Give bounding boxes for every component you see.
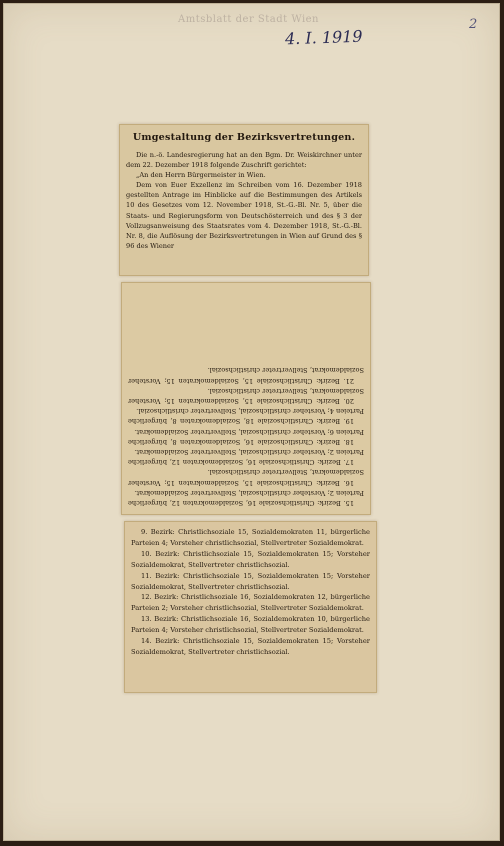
district-entry: 17. Bezirk: Christlichsoziale 16, Sozialdemokraten 12, bürgerliche Parteien 2; Vorsteher christlichsozial, Stellvertreter Sozialdemokrat. — [128, 447, 364, 467]
district-entry: 19. Bezirk: Christlichsoziale 18, Sozialdemokraten 8, bürgerliche Parteien 4; Vorsteher christlichsozial, Stellvertreter christlichsozial. — [128, 407, 364, 426]
archive-stamp: Amtsblatt der Stadt Wien — [178, 14, 319, 25]
handwritten-date: 4. I. 1919 — [284, 26, 363, 49]
archive-sheet — [3, 3, 500, 841]
district-entry: 21. Bezirk: Christlichsoziale 15, Sozialdemokraten 15; Vorsteher Sozialdemokrat, Stellvertreter christlichsozial. — [128, 366, 364, 385]
district-entry: 15. Bezirk: Christlichsoziale 16, Sozialdemokraten 12, bürgerliche Parteien 2; Vorsteher christlichsozial, Stellvertreter Sozialdemokrat. — [128, 488, 364, 507]
district-entry: 11. Bezirk: Christlichsoziale 15, Sozialdemokraten 15; Vorsteher Sozialdemokrat, Stellvertreter christlichsozial. — [131, 571, 370, 591]
article-paragraph: Dem von Euer Exzellenz im Schreiben vom 16. Dezember 1918 gestellten Antrage im Hinblicke auf die Bestimmungen des Artikels 10 des Gesetzes vom 12. November 1918, St.-G.-Bl. Nr. 5, über die Staats- und Regierungsform von Deutschösterreich und des § 3 der Vollzugsanweisung des Staatsrates vom 4. Dezember 1918, St.-G.-Bl. Nr. 8, die Auflösung der Bezirksvertretungen in Wien auf Grund des § 96 des Wiener — [126, 181, 362, 250]
page-number: 2 — [469, 17, 478, 32]
district-entry: 10. Bezirk: Christlichsoziale 15, Sozialdemokraten 15; Vorsteher Sozialdemokrat, Stellvertreter christlichsozial. — [131, 549, 370, 569]
district-entry: 9. Bezirk: Christlichsoziale 15, Sozialdemokraten 11, bürgerliche Parteien 4; Vorsteher christlichsozial, Stellvertreter Sozialdemokrat. — [131, 528, 370, 547]
article-title: Umgestaltung der Bezirksvertretungen. — [132, 132, 356, 143]
district-entry: 18. Bezirk: Christlichsoziale 16, Sozialdemokraten 8, bürgerliche Parteien 6; Vorsteher christlichsozial, Stellvertreter Sozialdemokrat. — [128, 427, 364, 446]
district-entry: 14. Bezirk: Christlichsoziale 15, Sozialdemokraten 15; Vorsteher Sozialdemokrat, Stellvertreter christlichsozial. — [131, 637, 370, 656]
clipping-upside-down — [121, 282, 371, 515]
article-paragraph: Die n.-ö. Landesregierung hat an den Bgm. Dr. Weiskirchner unter dem 22. Dezember 1918 folgende Zuschrift gerichtet: — [126, 151, 362, 170]
district-entry: 13. Bezirk: Christlichsoziale 16, Sozialdemokraten 10, bürgerliche Parteien 4; Vorsteher christlichsozial, Stellvertreter Sozialdemokrat. — [131, 615, 370, 635]
clipping-districts — [124, 521, 377, 693]
district-entry: 16. Bezirk: Christlichsoziale 15, Sozialdemokraten 15; Vorsteher Sozialdemokrat, Stellvertreter christlichsozial. — [128, 468, 364, 487]
clipping-article-head — [119, 124, 369, 276]
article-paragraph: „An den Herrn Bürgermeister in Wien. — [136, 171, 266, 180]
district-entry: 20. Bezirk: Christlichsoziale 15, Sozialdemokraten 15; Vorsteher Sozialdemokrat, Stellvertreter christlichsozial. — [128, 386, 364, 405]
district-entry: 12. Bezirk: Christlichsoziale 16, Sozialdemokraten 12, bürgerliche Parteien 2; Vorsteher christlichsozial, Stellvertreter Sozialdemokrat. — [131, 593, 370, 613]
